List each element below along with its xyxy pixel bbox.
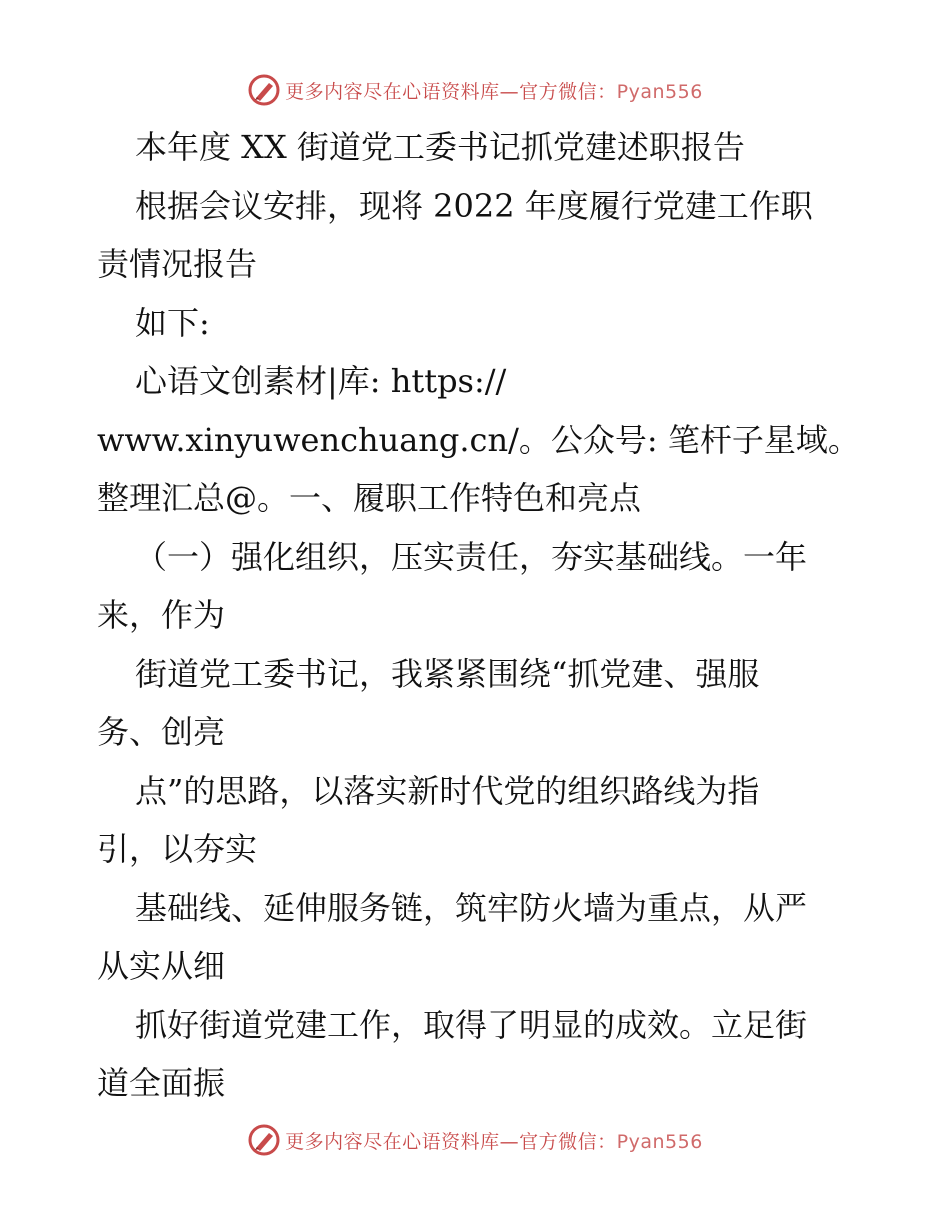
watermark-footer (0, 1120, 950, 1160)
text-line: 整理汇总@。一、履职工作特色和亮点 (97, 479, 642, 517)
text-line: 点”的思路，以落实新时代党的组织路线为指 (135, 771, 760, 810)
text-line: 责情况报告 (97, 245, 258, 283)
wechat-id: Pyan556 (616, 1130, 703, 1153)
watermark-text: 更多内容尽在心语资料库—官方微信：Pyan556 (285, 80, 703, 103)
pen-logo-icon (247, 1123, 281, 1157)
text-line: 本年度 XX 街道党工委书记抓党建述职报告 (135, 128, 745, 166)
text-line: 从实从细 (97, 947, 226, 985)
text-line: 道全面振 (97, 1064, 226, 1102)
text-line: 抓好街道党建工作，取得了明显的成效。立足街 (135, 1005, 808, 1044)
text-line: www.xinyuwenchuang.cn/。公众号: 笔杆子星域。 (97, 420, 860, 459)
text-line: 基础线、延伸服务链，筑牢防火墙为重点，从严 (135, 888, 808, 927)
text-line: 如下: (135, 303, 210, 342)
watermark-header (0, 70, 950, 110)
text-line: 心语文创素材|库: https:// (135, 362, 507, 400)
text-line: 街道党工委书记，我紧紧围绕“抓党建、强服 (135, 654, 760, 693)
text-line: （一）强化组织，压实责任，夯实基础线。一年 (135, 537, 808, 576)
text-line: 来，作为 (97, 596, 226, 634)
watermark-text: 更多内容尽在心语资料库—官方微信：Pyan556 (285, 1130, 703, 1153)
document-body (97, 118, 860, 1113)
wechat-id: Pyan556 (616, 80, 703, 103)
text-line: 引，以夯实 (97, 830, 258, 868)
text-line: 根据会议安排，现将 2022 年度履行党建工作职 (135, 186, 813, 225)
text-line: 务、创亮 (97, 713, 226, 751)
pen-logo-icon (247, 73, 281, 107)
